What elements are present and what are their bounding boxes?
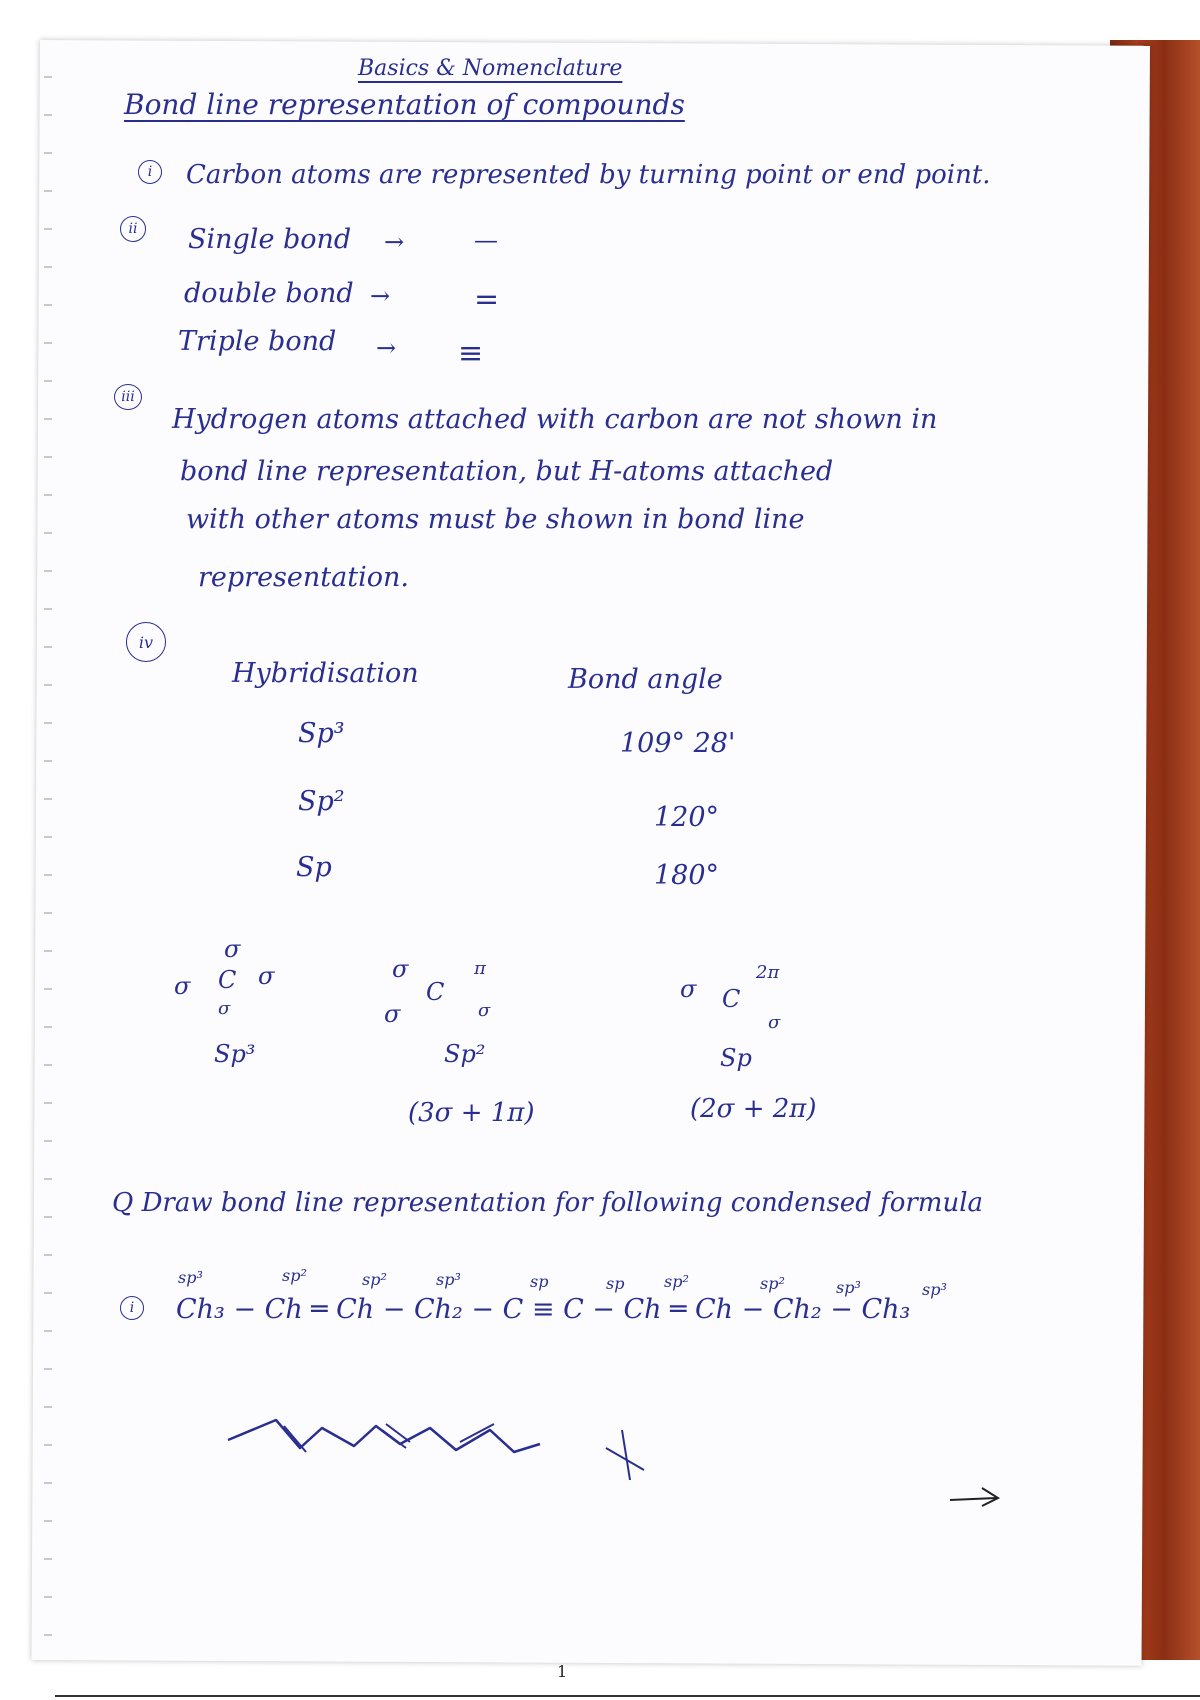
sp2-carbon: C xyxy=(426,978,445,1006)
sp2-label: Sp² xyxy=(444,1040,486,1068)
page-number: 1 xyxy=(557,1662,568,1681)
sp-carbon: C xyxy=(722,985,741,1013)
hyb-label: sp² xyxy=(760,1274,785,1293)
hyb-label: sp³ xyxy=(436,1270,461,1289)
point-iii-line-2: bond line representation, but H-atoms attached xyxy=(180,456,834,487)
page-header-title: Basics & Nomenclature xyxy=(358,56,623,81)
sp-sigma-right: σ xyxy=(768,1012,781,1033)
cross-mark-stroke xyxy=(622,1430,630,1480)
sp-sigma-left: σ xyxy=(680,975,697,1003)
table-row-hyb: Sp² xyxy=(298,786,345,817)
section-heading: Bond line representation of compounds xyxy=(124,88,685,121)
table-header-hybridisation: Hybridisation xyxy=(232,658,419,689)
sp2-sigma-bottom: σ xyxy=(384,1000,401,1028)
sp3-sigma-left: σ xyxy=(174,972,191,1000)
sp3-label: Sp³ xyxy=(214,1040,256,1068)
triple-bond-symbol: ≡ xyxy=(458,336,484,371)
triple-bond-label: Triple bond xyxy=(178,326,337,357)
hyb-label: sp xyxy=(530,1272,549,1291)
sp-bond-count: (2σ + 2π) xyxy=(690,1094,817,1124)
sp2-pi: π xyxy=(474,958,486,979)
table-row-angle: 120° xyxy=(654,802,720,833)
sp3-sigma-bottom: σ xyxy=(218,998,231,1019)
triple-bond-line xyxy=(382,1430,406,1448)
hyb-label: sp xyxy=(606,1274,625,1293)
point-marker-ii: ii xyxy=(120,216,146,242)
double-bond-line xyxy=(460,1424,494,1442)
arrow-icon: → xyxy=(384,228,405,256)
single-bond-label: Single bond xyxy=(188,224,352,255)
point-iii-line-4: representation. xyxy=(198,562,409,593)
condensed-formula: Ch₃ − Ch ═ Ch − Ch₂ − C ≡ C − Ch ═ Ch − Ch₂ − Ch₃ xyxy=(176,1294,911,1325)
table-header-bond-angle: Bond angle xyxy=(568,664,723,695)
next-arrow-icon xyxy=(982,1488,998,1506)
sp3-sigma-top: σ xyxy=(224,935,241,963)
point-marker-iv: iv xyxy=(126,622,166,662)
sp3-carbon: C xyxy=(218,966,237,994)
double-bond-label: double bond xyxy=(184,278,354,309)
point-marker-i: i xyxy=(138,160,162,184)
point-marker-iii: iii xyxy=(114,384,142,410)
arrow-icon: → xyxy=(376,334,397,362)
page-bottom-rule xyxy=(55,1695,1200,1697)
point-i-text: Carbon atoms are represented by turning point or end point. xyxy=(186,160,991,190)
single-bond-symbol: — xyxy=(474,226,498,254)
hyb-label: sp² xyxy=(282,1266,307,1285)
question-item-marker: i xyxy=(120,1296,144,1320)
sp-label: Sp xyxy=(720,1044,752,1072)
hyb-label: sp² xyxy=(362,1270,387,1289)
arrow-icon: → xyxy=(370,282,391,310)
table-row-angle: 180° xyxy=(654,860,720,891)
point-iii-line-1: Hydrogen atoms attached with carbon are not shown in xyxy=(172,404,938,435)
sp3-sigma-right: σ xyxy=(258,962,275,990)
hyb-label: sp² xyxy=(664,1272,689,1291)
table-row-angle: 109° 28' xyxy=(620,728,736,759)
double-bond-line xyxy=(284,1426,306,1452)
table-row-hyb: Sp³ xyxy=(298,718,345,749)
triple-bond-line xyxy=(386,1424,410,1442)
next-arrow-icon xyxy=(950,1498,996,1500)
hyb-label: sp³ xyxy=(178,1268,203,1287)
hyb-label: sp³ xyxy=(922,1280,947,1299)
sp2-sigma-top: σ xyxy=(392,955,409,983)
table-row-hyb: Sp xyxy=(296,852,332,883)
sp-pi: 2π xyxy=(756,962,780,983)
question-text: Q Draw bond line representation for following condensed formula xyxy=(112,1188,984,1218)
point-iii-line-3: with other atoms must be shown in bond line xyxy=(186,504,805,535)
sp2-sigma-right: σ xyxy=(478,1000,491,1021)
double-bond-symbol: = xyxy=(474,282,500,317)
hyb-label: sp³ xyxy=(836,1278,861,1297)
sp2-bond-count: (3σ + 1π) xyxy=(408,1098,535,1128)
